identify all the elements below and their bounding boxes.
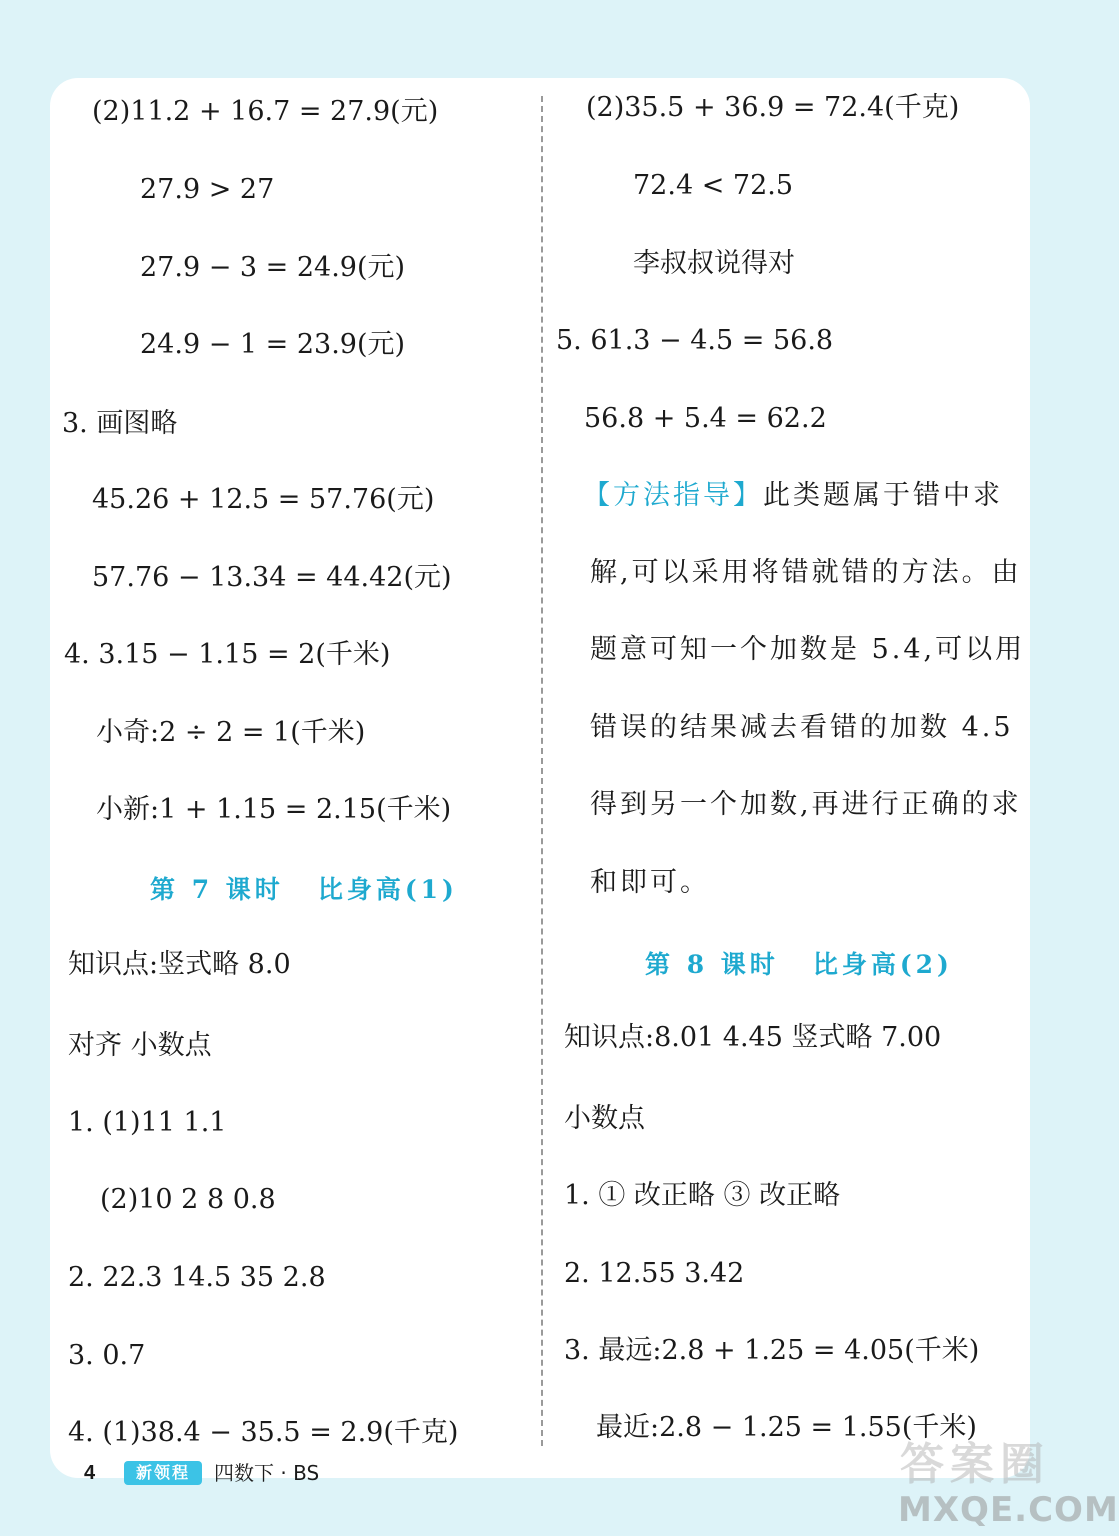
answer-line: 知识点:8.01 4.45 竖式略 7.00 <box>564 1022 942 1053</box>
answer-line: 对齐 小数点 <box>68 1030 212 1061</box>
answer-line: 27.9 − 3 = 24.9(元) <box>140 252 406 283</box>
answer-line: 3. 画图略 <box>62 408 178 439</box>
answer-line: 5. 61.3 − 4.5 = 56.8 <box>556 325 834 356</box>
answer-line: 3. 最远:2.8 + 1.25 = 4.05(千米) <box>564 1335 980 1366</box>
method-guide-text: 此类题属于错中求 <box>763 480 1003 511</box>
method-guide-line: 解,可以采用将错就错的方法。由 <box>590 557 1022 588</box>
answer-line: 2. 12.55 3.42 <box>564 1258 745 1289</box>
subject-label: 四数下 · BS <box>214 1461 320 1485</box>
answer-line: 小新:1 + 1.15 = 2.15(千米) <box>96 794 452 825</box>
answer-line: 小数点 <box>564 1103 645 1134</box>
answer-line: 57.76 − 13.34 = 44.42(元) <box>92 562 452 593</box>
answer-line: 24.9 − 1 = 23.9(元) <box>140 329 406 360</box>
method-guide-line <box>583 478 1003 514</box>
method-guide-line: 题意可知一个加数是 5.4,可以用 <box>590 634 1026 665</box>
answer-line: 3. 0.7 <box>68 1340 146 1371</box>
answer-line: 小奇:2 ÷ 2 = 1(千米) <box>96 717 366 748</box>
answer-line: 知识点:竖式略 8.0 <box>68 949 291 980</box>
answer-line: 最近:2.8 − 1.25 = 1.55(千米) <box>596 1412 977 1443</box>
answer-line: 1. (1)11 1.1 <box>68 1107 227 1138</box>
answer-line: 4. 3.15 − 1.15 = 2(千米) <box>64 639 391 670</box>
brand-badge: 新领程 <box>124 1461 202 1485</box>
method-guide-line: 错误的结果减去看错的加数 4.5 <box>590 712 1014 743</box>
watermark-url: MXQE.COM <box>898 1490 1119 1530</box>
answer-line: 56.8 + 5.4 = 62.2 <box>584 403 827 434</box>
answer-line: 45.26 + 12.5 = 57.76(元) <box>92 484 435 515</box>
answer-line: 27.9 > 27 <box>140 174 275 205</box>
method-guide-line: 得到另一个加数,再进行正确的求 <box>590 789 1022 820</box>
answer-line: (2)35.5 + 36.9 = 72.4(千克) <box>586 92 960 123</box>
lesson-7-title: 比身高(1) <box>317 875 458 904</box>
column-divider <box>541 96 543 1446</box>
answer-line: 4. (1)38.4 − 35.5 = 2.9(千克) <box>68 1417 459 1448</box>
lesson-8-label: 第 8 课时 <box>645 950 779 979</box>
lesson-7-label: 第 7 课时 <box>150 875 284 904</box>
watermark-logo: 答案圈 <box>900 1439 1050 1490</box>
lesson-8-heading <box>645 947 953 983</box>
answer-line: (2)11.2 + 16.7 = 27.9(元) <box>92 96 439 127</box>
lesson-8-title: 比身高(2) <box>812 950 953 979</box>
method-guide-label: 【方法指导】 <box>583 480 763 511</box>
answer-line: 72.4 < 72.5 <box>633 170 794 201</box>
page-number: 4 <box>84 1462 96 1484</box>
answer-line: 李叔叔说得对 <box>633 248 795 279</box>
answer-line: 2. 22.3 14.5 35 2.8 <box>68 1262 326 1293</box>
answer-line: (2)10 2 8 0.8 <box>100 1184 276 1215</box>
answer-line: 1. ① 改正略 ③ 改正略 <box>564 1180 841 1211</box>
method-guide-line: 和即可。 <box>590 867 710 898</box>
lesson-7-heading <box>150 872 458 908</box>
